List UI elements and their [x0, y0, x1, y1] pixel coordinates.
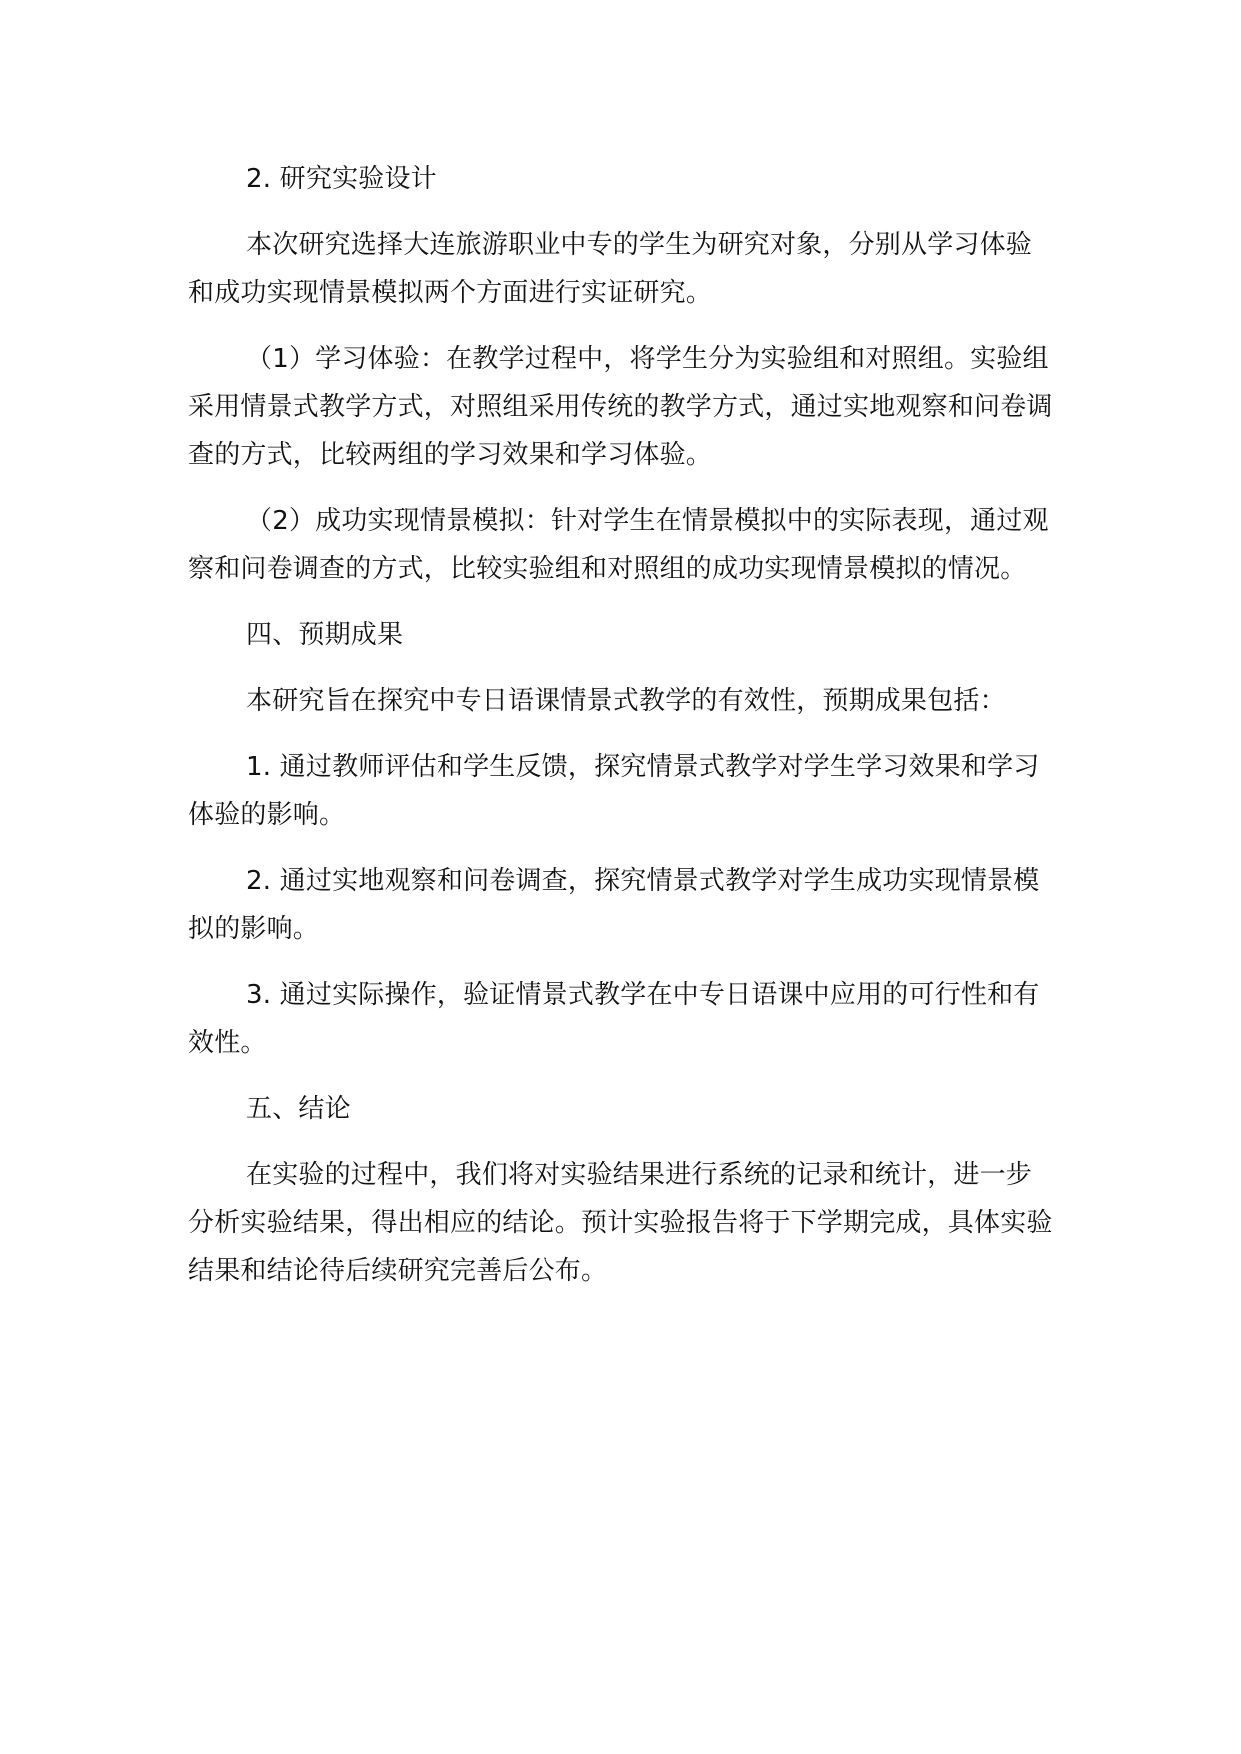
paragraph-scenario-simulation: （2）成功实现情景模拟：针对学生在情景模拟中的实际表现，通过观察和问卷调查的方式，比较实验组和对照组的成功实现情景模拟的情况。: [188, 506, 1049, 584]
paragraph-expected-intro: 本研究旨在探究中专日语课情景式教学的有效性，预期成果包括：: [246, 686, 1006, 716]
paragraph-learning-experience: （1）学习体验：在教学过程中，将学生分为实验组和对照组。实验组采用情景式教学方式，对照组采用传统的教学方式，通过实地观察和问卷调查的方式，比较两组的学习效果和学习体验。: [188, 344, 1053, 470]
paragraph-conclusion: 在实验的过程中，我们将对实验结果进行系统的记录和统计，进一步分析实验结果，得出相应的结论。预计实验报告将于下学期完成，具体实验结果和结论待后续研究完善后公布。: [188, 1160, 1053, 1286]
list-item-result-1: 1. 通过教师评估和学生反馈，探究情景式教学对学生学习效果和学习体验的影响。: [188, 752, 1040, 830]
section-heading-experiment-design: 2. 研究实验设计: [246, 164, 437, 194]
paragraph-research-subject: 本次研究选择大连旅游职业中专的学生为研究对象，分别从学习体验和成功实现情景模拟两个方面进行实证研究。: [188, 230, 1033, 308]
list-item-result-2: 2. 通过实地观察和问卷调查，探究情景式教学对学生成功实现情景模拟的影响。: [188, 866, 1040, 944]
section-heading-expected-results: 四、预期成果: [246, 620, 404, 650]
section-heading-conclusion: 五、结论: [246, 1094, 351, 1124]
list-item-result-3: 3. 通过实际操作，验证情景式教学在中专日语课中应用的可行性和有效性。: [188, 980, 1040, 1058]
document-body: [188, 155, 1058, 1295]
